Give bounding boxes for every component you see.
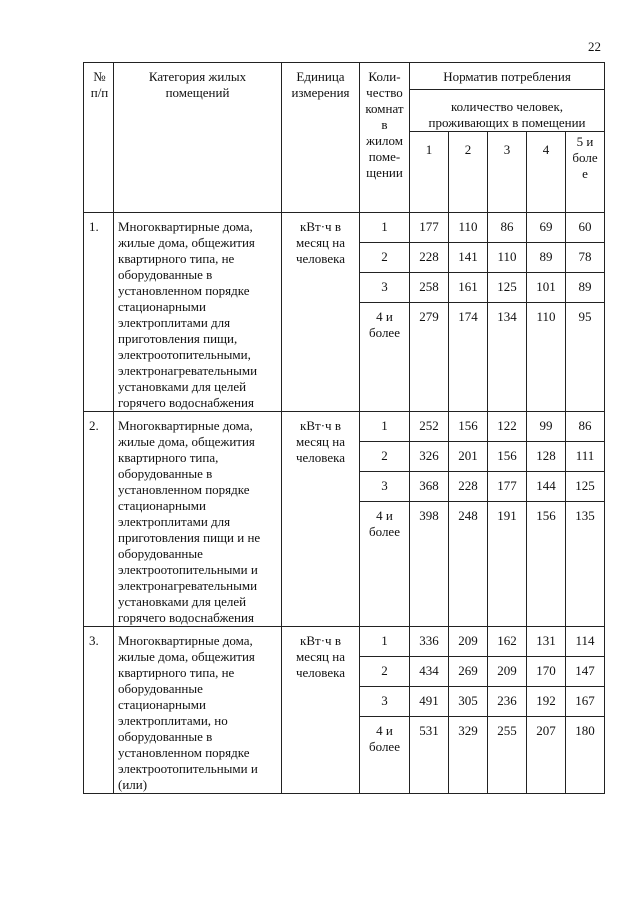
group-category: Многоквартирные дома, жилые дома, общежития квартирного типа, не оборудованные стационарными электроплитами, но оборудованные в установленном порядке электроотопительными и (или) [114, 627, 282, 794]
norm-value-cell: 209 [449, 627, 488, 657]
norm-value-cell: 99 [527, 412, 566, 442]
norm-value-cell: 279 [410, 303, 449, 412]
norm-value-cell: 78 [566, 243, 605, 273]
norm-value-cell: 156 [488, 442, 527, 472]
header-rooms: Коли-чество комнат в жилом поме-щении [360, 63, 410, 213]
header-persons-1: 1 [410, 132, 449, 213]
rooms-cell: 2 [360, 442, 410, 472]
group-number: 1. [84, 213, 114, 412]
norm-value-cell: 134 [488, 303, 527, 412]
norm-value-cell: 131 [527, 627, 566, 657]
norm-value-cell: 128 [527, 442, 566, 472]
norm-value-cell: 144 [527, 472, 566, 502]
norm-value-cell: 236 [488, 687, 527, 717]
header-norm: Норматив потребления [410, 63, 605, 90]
norm-value-cell: 125 [488, 273, 527, 303]
norm-value-cell: 110 [527, 303, 566, 412]
norm-value-cell: 125 [566, 472, 605, 502]
norm-value-cell: 141 [449, 243, 488, 273]
header-persons-5plus: 5 и боле е [566, 132, 605, 213]
norm-value-cell: 191 [488, 502, 527, 627]
norm-value-cell: 95 [566, 303, 605, 412]
norm-value-cell: 305 [449, 687, 488, 717]
header-num: № п/п [84, 63, 114, 213]
norm-value-cell: 111 [566, 442, 605, 472]
consumption-norms-table [83, 62, 605, 794]
norm-value-cell: 491 [410, 687, 449, 717]
norm-value-cell: 60 [566, 213, 605, 243]
rooms-cell: 4 и более [360, 303, 410, 412]
rooms-cell: 1 [360, 412, 410, 442]
norm-value-cell: 174 [449, 303, 488, 412]
norm-value-cell: 110 [449, 213, 488, 243]
group-number: 2. [84, 412, 114, 627]
norm-value-cell: 156 [527, 502, 566, 627]
rooms-cell: 3 [360, 273, 410, 303]
norm-value-cell: 114 [566, 627, 605, 657]
table-row [84, 627, 605, 657]
header-persons-2: 2 [449, 132, 488, 213]
norm-value-cell: 89 [527, 243, 566, 273]
rooms-cell: 3 [360, 687, 410, 717]
norm-value-cell: 329 [449, 717, 488, 794]
table-row [84, 412, 605, 442]
norm-value-cell: 69 [527, 213, 566, 243]
norm-value-cell: 89 [566, 273, 605, 303]
norm-value-cell: 209 [488, 657, 527, 687]
rooms-cell: 1 [360, 213, 410, 243]
norm-value-cell: 269 [449, 657, 488, 687]
norm-value-cell: 248 [449, 502, 488, 627]
norm-value-cell: 398 [410, 502, 449, 627]
norm-value-cell: 170 [527, 657, 566, 687]
table-row [84, 213, 605, 243]
norm-value-cell: 180 [566, 717, 605, 794]
norm-value-cell: 228 [410, 243, 449, 273]
norm-value-cell: 86 [488, 213, 527, 243]
norm-value-cell: 156 [449, 412, 488, 442]
norm-value-cell: 147 [566, 657, 605, 687]
page-number: 22 [588, 39, 601, 54]
norm-value-cell: 177 [488, 472, 527, 502]
rooms-cell: 4 и более [360, 717, 410, 794]
rooms-cell: 3 [360, 472, 410, 502]
norm-value-cell: 110 [488, 243, 527, 273]
norm-value-cell: 201 [449, 442, 488, 472]
norm-value-cell: 177 [410, 213, 449, 243]
norm-value-cell: 122 [488, 412, 527, 442]
norm-value-cell: 326 [410, 442, 449, 472]
group-category: Многоквартирные дома, жилые дома, общежития квартирного типа, не оборудованные в установленном порядке стационарными электроплитами для приготовления пищи, электроотопительными, электронагревательными установками для целей горячего водоснабжения [114, 213, 282, 412]
norm-value-cell: 162 [488, 627, 527, 657]
rooms-cell: 2 [360, 243, 410, 273]
norm-value-cell: 258 [410, 273, 449, 303]
norm-value-cell: 255 [488, 717, 527, 794]
norm-value-cell: 192 [527, 687, 566, 717]
norm-value-cell: 368 [410, 472, 449, 502]
norm-value-cell: 531 [410, 717, 449, 794]
header-persons-4: 4 [527, 132, 566, 213]
rooms-cell: 1 [360, 627, 410, 657]
norm-value-cell: 167 [566, 687, 605, 717]
group-unit: кВт·ч в месяц на человека [282, 412, 360, 627]
norm-value-cell: 252 [410, 412, 449, 442]
norm-value-cell: 434 [410, 657, 449, 687]
norm-value-cell: 336 [410, 627, 449, 657]
group-category: Многоквартирные дома, жилые дома, общежития квартирного типа, оборудованные в установленном порядке стационарными электроплитами для приготовления пищи и не оборудованные электроотопительными и электронагревательными установками для целей горячего водоснабжения [114, 412, 282, 627]
norm-value-cell: 135 [566, 502, 605, 627]
header-persons-3: 3 [488, 132, 527, 213]
header-persons: количество человек, проживающих в помещении [410, 90, 605, 132]
header-category: Категория жилых помещений [114, 63, 282, 213]
rooms-cell: 4 и более [360, 502, 410, 627]
norm-value-cell: 228 [449, 472, 488, 502]
group-number: 3. [84, 627, 114, 794]
norm-value-cell: 207 [527, 717, 566, 794]
norm-value-cell: 86 [566, 412, 605, 442]
norm-value-cell: 101 [527, 273, 566, 303]
group-unit: кВт·ч в месяц на человека [282, 213, 360, 412]
norm-value-cell: 161 [449, 273, 488, 303]
header-unit: Единица измерения [282, 63, 360, 213]
rooms-cell: 2 [360, 657, 410, 687]
group-unit: кВт·ч в месяц на человека [282, 627, 360, 794]
